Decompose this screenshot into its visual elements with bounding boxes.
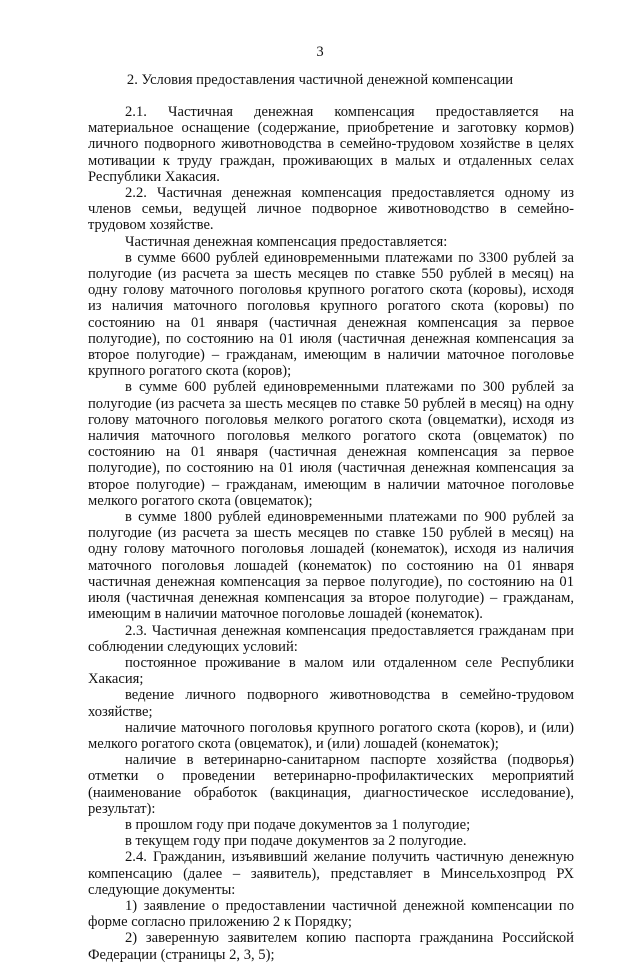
condition-vet-passport: наличие в ветеринарно-санитарном паспорте хозяйства (подворья) отметки о проведении ветеринарно-профилактических мероприятий (наименование обработок (вакцинация, диагностическое исследование), результат): <box>88 752 574 817</box>
section-title: 2. Условия предоставления частичной денежной компенсации <box>126 72 514 88</box>
page-number: 3 <box>316 44 324 60</box>
paragraph-sheep-amount: в сумме 600 рублей единовременными платежами по 300 рублей за полугодие (из расчета за шесть месяцев по ставке 50 рублей в месяц) на одну голову маточного поголовья мелкого рогатого скота (овцематки), исходя из наличия маточного поголовья мелкого рогатого скота (овцематок) по состоянию на 01 января (частичная денежная компенсация за первое полугодие), по состоянию на 01 июля (частичная денежная компенсация за второе полугодие) – гражданам, имеющим в наличии маточное поголовье мелкого рогатого скота (овцематок); <box>88 379 574 509</box>
condition-last-year: в прошлом году при подаче документов за 1 полугодие; <box>125 816 471 833</box>
paragraph-2-3: 2.3. Частичная денежная компенсация предоставляется гражданам при соблюдении следующих условий: <box>88 622 574 655</box>
condition-breeding-stock: наличие маточного поголовья крупного рогатого скота (коров), и (или) мелкого рогатого скота (овцематок), и (или) лошадей (конематок); <box>88 719 574 752</box>
document-item-1: 1) заявление о предоставлении частичной денежной компенсации по форме согласно приложению 2 к Порядку; <box>88 897 574 931</box>
condition-current-year: в текущем году при подаче документов за 2 полугодие. <box>125 833 467 850</box>
paragraph-2-4: 2.4. Гражданин, изъявивший желание получить частичную денежную компенсацию (далее – заявитель), представляет в Минсельхозпрод РХ следующие документы: <box>88 849 574 898</box>
paragraph-horse-amount: в сумме 1800 рублей единовременными платежами по 900 рублей за полугодие (из расчета за шесть месяцев по ставке 150 рублей в месяц) на одну голову маточного поголовья лошадей (конематок), исходя из наличия маточного поголовья лошадей (конематок) по состоянию на 01 января частичная денежная компенсация за первое полугодие), по состоянию на 01 июля (частичная денежная компенсация за второе полугодие) – гражданам, имеющим в наличии маточное поголовье лошадей (конематок). <box>88 509 574 623</box>
paragraph-cattle-amount: в сумме 6600 рублей единовременными платежами по 3300 рублей за полугодие (из расчета за шесть месяцев по ставке 550 рублей в месяц) на одну голову маточного поголовья крупного рогатого скота (коровы), исходя из наличия маточного поголовья крупного рогатого скота (коровы) по состоянию на 01 января (частичная денежная компенсация за первое полугодие), по состоянию на 01 июля (частичная денежная компенсация за второе полугодие) – гражданам, имеющим в наличии маточное поголовье крупного рогатого скота (коров); <box>88 249 574 380</box>
document-body <box>88 104 574 963</box>
condition-livestock-keeping: ведение личного подворного животноводства в семейно-трудовом хозяйстве; <box>88 687 574 720</box>
paragraph-2-2: 2.2. Частичная денежная компенсация предоставляется одному из членов семьи, ведущей личное подворное животноводство в семейно-трудовом хозяйстве. <box>88 185 574 234</box>
document-item-2: 2) заверенную заявителем копию паспорта гражданина Российской Федерации (страницы 2, 3, 5); <box>88 930 574 963</box>
paragraph-compensation-intro: Частичная денежная компенсация предоставляется: <box>125 233 448 250</box>
paragraph-2-1: 2.1. Частичная денежная компенсация предоставляется на материальное оснащение (содержание, приобретение и заготовку кормов) личного подворного животноводства в семейно-трудовом хозяйстве в целях мотивации к труду граждан, проживающих в малых и отдаленных селах Республики Хакасия. <box>88 104 574 185</box>
condition-residence: постоянное проживание в малом или отдаленном селе Республики Хакасия; <box>88 654 574 688</box>
